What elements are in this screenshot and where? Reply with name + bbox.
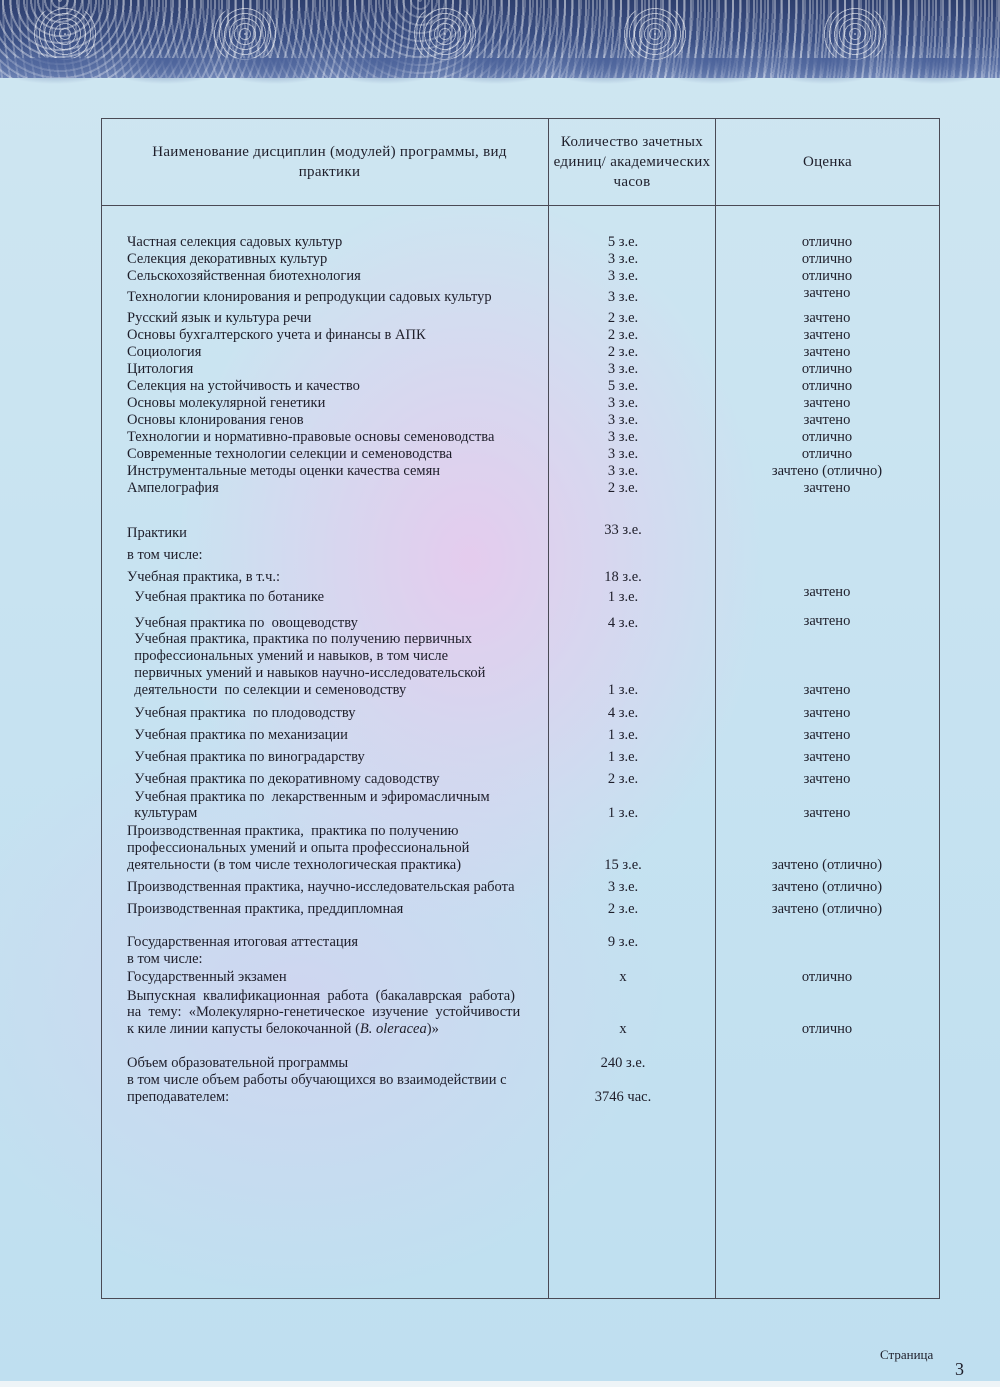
grade-value: зачтено bbox=[803, 395, 851, 411]
discipline-name: Основы бухгалтерского учета и финансы в АПК bbox=[127, 327, 426, 343]
grade-value: отлично bbox=[801, 1021, 853, 1037]
credits-value: 3 з.е. bbox=[607, 463, 639, 479]
credits-value: 1 з.е. bbox=[607, 727, 639, 743]
discipline-name: на тему: «Молекулярно-генетическое изучение устойчивости bbox=[127, 1004, 521, 1020]
discipline-name: Учебная практика, практика по получению первичных bbox=[127, 631, 473, 647]
discipline-name: к киле линии капусты белокочанной (B. oleracea)» bbox=[127, 1021, 439, 1037]
discipline-name: Основы клонирования генов bbox=[127, 412, 304, 428]
discipline-name: Основы молекулярной генетики bbox=[127, 395, 326, 411]
discipline-name: Технологии клонирования и репродукции садовых культур bbox=[127, 289, 492, 305]
credits-value: 3 з.е. bbox=[607, 289, 639, 305]
discipline-name: Селекция декоративных культур bbox=[127, 251, 328, 267]
rosette-ornament bbox=[30, 6, 100, 62]
credits-value: 3 з.е. bbox=[607, 268, 639, 284]
discipline-name: Производственная практика, научно-исследовательская работа bbox=[127, 879, 515, 895]
discipline-name: первичных умений и навыков научно-исследовательской bbox=[127, 665, 486, 681]
grade-value: отлично bbox=[801, 268, 853, 284]
credits-value: 18 з.е. bbox=[604, 569, 642, 585]
credits-value: 3 з.е. bbox=[607, 879, 639, 895]
header-credits: Количество зачетных единиц/ академических часов bbox=[553, 134, 711, 190]
grade-value: зачтено bbox=[803, 613, 851, 629]
credits-value: 2 з.е. bbox=[607, 344, 639, 360]
discipline-name: Учебная практика по овощеводству bbox=[127, 615, 358, 631]
discipline-name: Русский язык и культура речи bbox=[127, 310, 312, 326]
credits-value: 1 з.е. bbox=[607, 682, 639, 698]
credits-value: 3 з.е. bbox=[607, 395, 639, 411]
grade-value: отлично bbox=[801, 378, 853, 394]
credits-value: х bbox=[619, 1021, 627, 1037]
discipline-name: Учебная практика по механизации bbox=[127, 727, 348, 743]
credits-value: 3 з.е. bbox=[607, 361, 639, 377]
discipline-name: Частная селекция садовых культур bbox=[127, 234, 343, 250]
discipline-name: в том числе: bbox=[127, 547, 203, 563]
discipline-name: Современные технологии селекции и семеноводства bbox=[127, 446, 453, 462]
header-grade: Оценка bbox=[802, 154, 853, 170]
grade-value: отлично bbox=[801, 446, 853, 462]
grade-value: зачтено bbox=[803, 327, 851, 343]
discipline-name: профессиональных умений и навыков, в том числе bbox=[127, 648, 449, 664]
discipline-name: Социология bbox=[127, 344, 202, 360]
credits-value: 15 з.е. bbox=[604, 857, 642, 873]
credits-value: 3 з.е. bbox=[607, 446, 639, 462]
discipline-name: преподавателем: bbox=[127, 1089, 230, 1105]
page-number: 3 bbox=[955, 1359, 964, 1379]
credits-value: 240 з.е. bbox=[600, 1055, 646, 1071]
rosette-ornament bbox=[410, 6, 480, 62]
discipline-name: Государственная итоговая аттестация bbox=[127, 934, 359, 950]
discipline-name: Производственная практика, практика по получению bbox=[127, 823, 459, 839]
discipline-name: Учебная практика по декоративному садоводству bbox=[127, 771, 440, 787]
banner-wave bbox=[0, 58, 1000, 88]
rosette-ornament bbox=[210, 6, 280, 62]
grade-value: зачтено bbox=[803, 805, 851, 821]
discipline-name: профессиональных умений и опыта профессиональной bbox=[127, 840, 470, 856]
credits-value: 9 з.е. bbox=[607, 934, 639, 950]
discipline-name: Сельскохозяйственная биотехнология bbox=[127, 268, 361, 284]
credits-value: 2 з.е. bbox=[607, 327, 639, 343]
grade-value: зачтено bbox=[803, 749, 851, 765]
discipline-name: деятельности по селекции и семеноводству bbox=[127, 682, 407, 698]
grade-value: зачтено (отлично) bbox=[771, 463, 883, 479]
credits-value: 2 з.е. bbox=[607, 310, 639, 326]
header-discipline: Наименование дисциплин (модулей) программы, вид практики bbox=[152, 144, 507, 180]
discipline-name: Ампелография bbox=[127, 480, 219, 496]
discipline-name: Учебная практика по ботанике bbox=[127, 589, 325, 605]
credits-value: 2 з.е. bbox=[607, 480, 639, 496]
page-label: Страница bbox=[880, 1347, 934, 1362]
discipline-name: Учебная практика по лекарственным и эфиромасличным bbox=[127, 789, 490, 805]
credits-value: 1 з.е. bbox=[607, 749, 639, 765]
page-edge bbox=[0, 1381, 1000, 1387]
discipline-name: Учебная практика по виноградарству bbox=[127, 749, 365, 765]
grade-value: зачтено bbox=[803, 412, 851, 428]
credits-value: 5 з.е. bbox=[607, 234, 639, 250]
grade-value: отлично bbox=[801, 251, 853, 267]
grade-value: отлично bbox=[801, 234, 853, 250]
credits-value: 1 з.е. bbox=[607, 589, 639, 605]
discipline-name: в том числе: bbox=[127, 951, 203, 967]
credits-value: 2 з.е. bbox=[607, 771, 639, 787]
grade-value: отлично bbox=[801, 361, 853, 377]
credits-value: х bbox=[619, 969, 627, 985]
credits-value: 33 з.е. bbox=[604, 522, 642, 538]
grade-value: зачтено (отлично) bbox=[771, 857, 883, 873]
grade-value: зачтено bbox=[803, 310, 851, 326]
rosette-ornament bbox=[620, 6, 690, 62]
grade-value: зачтено (отлично) bbox=[771, 901, 883, 917]
grade-value: зачтено bbox=[803, 285, 851, 301]
credits-value: 3 з.е. bbox=[607, 429, 639, 445]
discipline-name: Учебная практика по плодоводству bbox=[127, 705, 356, 721]
discipline-name: деятельности (в том числе технологическая практика) bbox=[127, 857, 462, 873]
decorative-banner bbox=[0, 0, 1000, 78]
discipline-name: культурам bbox=[127, 805, 198, 821]
credits-value: 5 з.е. bbox=[607, 378, 639, 394]
grade-value: зачтено bbox=[803, 480, 851, 496]
discipline-name: Технологии и нормативно-правовые основы семеноводства bbox=[127, 429, 495, 445]
grade-value: отлично bbox=[801, 429, 853, 445]
discipline-name: Производственная практика, преддипломная bbox=[127, 901, 404, 917]
header-divider bbox=[102, 205, 939, 206]
grade-value: зачтено bbox=[803, 682, 851, 698]
credits-value: 3 з.е. bbox=[607, 251, 639, 267]
discipline-name: Учебная практика, в т.ч.: bbox=[127, 569, 281, 585]
grade-value: зачтено bbox=[803, 771, 851, 787]
credits-value: 2 з.е. bbox=[607, 901, 639, 917]
discipline-name: Инструментальные методы оценки качества семян bbox=[127, 463, 441, 479]
credits-value: 3 з.е. bbox=[607, 412, 639, 428]
grade-value: зачтено bbox=[803, 344, 851, 360]
credits-value: 3746 час. bbox=[594, 1089, 652, 1105]
discipline-name: Цитология bbox=[127, 361, 194, 377]
credits-value: 4 з.е. bbox=[607, 615, 639, 631]
credits-value: 1 з.е. bbox=[607, 805, 639, 821]
discipline-name: Практики bbox=[127, 525, 187, 541]
grade-value: отлично bbox=[801, 969, 853, 985]
grade-value: зачтено bbox=[803, 584, 851, 600]
grade-value: зачтено bbox=[803, 705, 851, 721]
discipline-name: в том числе объем работы обучающихся во взаимодействии с bbox=[127, 1072, 507, 1088]
discipline-name: Выпускная квалификационная работа (бакалаврская работа) bbox=[127, 988, 515, 1004]
rosette-ornament bbox=[820, 6, 890, 62]
discipline-name: Государственный экзамен bbox=[127, 969, 287, 985]
grade-value: зачтено (отлично) bbox=[771, 879, 883, 895]
credits-value: 4 з.е. bbox=[607, 705, 639, 721]
discipline-name: Объем образовательной программы bbox=[127, 1055, 349, 1071]
grade-value: зачтено bbox=[803, 727, 851, 743]
discipline-name: Селекция на устойчивость и качество bbox=[127, 378, 360, 394]
